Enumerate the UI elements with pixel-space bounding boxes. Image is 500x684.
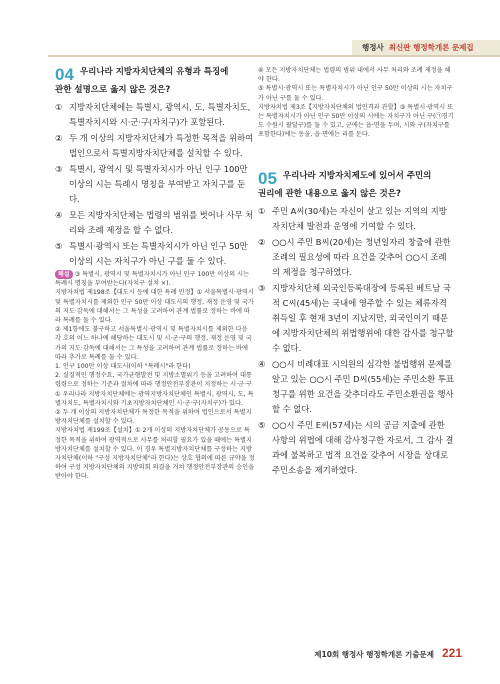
- explanation-line: ⑤ 특별시·광역시 또는 특별자치시가 아닌 인구 50만 이상의 시는 자치구가 아닌 구를 둘 수 있다.: [258, 85, 453, 102]
- explanation-line: 지방자치법 제199조【설치】① 2개 이상의 지방자치단체가 공동으로 특정한 목적을 위하여 광역적으로 사무를 처리할 필요가 있을 때에는 특별지방자치단체를 설치할 수 있다. 이 경우 특별지방자치단체를 구성하는 지방자치단체(이하 "구성 지방자치단체"라 한다)는 상호 협의에 따른 규약을 정하여 구성 지방자치단체의 지방의회 의결을 거쳐 행정안전부장관의 승인을 받아야 한다.: [55, 427, 255, 481]
- option-4: [55, 208, 255, 238]
- option-1: [55, 100, 255, 130]
- option-text: 지방자치단체 외국인등록대장에 등록된 베트남 국적 C씨(45세)는 국내에 영주할 수 있는 체류자격 취득일 후 현재 3년이 지났지만, 외국인이기 때문에 지방자치단체의 위법행위에 대한 감사를 청구할 수 없다.: [272, 282, 454, 353]
- option-text: 지방자치단체에는 특별시, 광역시, 도, 특별자치도, 특별자치시와 시·군·구(자치구)가 포함된다.: [69, 102, 251, 127]
- option-marker: ③: [55, 164, 63, 174]
- question-4-text-line1: 우리나라 지방자치단체의 유형과 특징에: [79, 67, 229, 77]
- question-5-text-line1: 우리나라 지방자치제도에 있어서 주민의: [282, 170, 432, 181]
- question-5-options: [258, 204, 454, 478]
- right-column: [258, 66, 454, 479]
- question-4-heading: [55, 66, 255, 83]
- explanation-line: ② 제1항에도 불구하고 서울특별시·광역시 및 특별자치시를 제외한 다음 각 호의 어느 하나에 해당하는 대도시 및 시·군·구의 행정, 재정 운영 및 국가의 지도·감독에 대해서는 그 특성을 고려하여 관계 법률로 정하는 바에 따라 추가로 특례를 둘 수 있다.: [55, 326, 252, 361]
- option-marker: ⑤: [55, 241, 63, 251]
- explanation-text: ③ 특별시, 광역시 및 특별자치시가 아닌 인구 100만 이상의 시는 특례시 명칭을 부여받는다(자치구 설치 ×).: [55, 271, 250, 288]
- option-marker: ④: [258, 358, 266, 369]
- footer-title: 제10회 행정사 행정학개론 기출문제: [314, 650, 434, 659]
- question-4-options: [55, 100, 255, 269]
- question-4-text-line2: 관한 설명으로 옳지 않은 것은?: [55, 85, 171, 95]
- explanation-line: ① 우리나라 지방자치단체에는 광역지방자치단체인 특별시, 광역시, 도, 특별자치도, 특별자치시와 기초지방자치단체인 시·군·구(자치구)가 있다.: [55, 390, 254, 407]
- header-rule: [48, 55, 500, 57]
- option-text: ○○시 주민 E씨(57세)는 시의 공금 지출에 관한 사항의 위법에 대해 감사청구한 자로서, 그 감사 결과에 불복하고 법적 요건을 갖추어 시장을 상대로 주민소송을 제기하였다.: [272, 419, 454, 475]
- question-5-heading: [258, 170, 454, 187]
- question-4-explanation: [55, 270, 255, 482]
- header-series: 행정사: [362, 43, 384, 52]
- explanation-line: ④ 모든 지방자치단체는 법령의 범위 내에서 사무 처리와 조례 제정을 해야 한다.: [258, 67, 451, 84]
- option-text: 주민 A씨(30세)는 자신이 살고 있는 지역의 지방자치단체 발전과 운영에 기여할 수 있다.: [272, 205, 447, 231]
- option-5: [258, 418, 454, 478]
- header-subtitle: 최신판 행정학개론 문제집: [388, 43, 474, 52]
- option-text: ○○시 비례대표 시의원의 심각한 불법행위 문제를 알고 있는 ○○시 주민 D씨(55세)는 주민소환 투표 청구를 위한 요건을 갖추더라도 주민소환권을 행사할 수 없다.: [272, 358, 454, 414]
- option-3: [258, 281, 454, 356]
- option-text: 특별시·광역시 또는 특별자치시가 아닌 인구 50만 이상의 시는 자치구가 아닌 구를 둘 수 있다.: [69, 241, 248, 266]
- option-text: 두 개 이상의 지방자치단체가 특정한 목적을 위하여 법인으로서 특별지방자치단체를 설치할 수 있다.: [69, 133, 254, 158]
- page-footer: [314, 646, 462, 660]
- explanation-line: [55, 270, 255, 288]
- option-4: [258, 357, 454, 417]
- option-marker: ①: [258, 205, 266, 216]
- question-5-number: 05: [258, 168, 277, 188]
- option-1: [258, 204, 454, 234]
- option-marker: ②: [55, 133, 63, 143]
- option-2: [258, 235, 454, 280]
- explanation-line: 2. 실질적인 행정수요, 국가균형발전 및 지방소멸위기 등을 고려하여 대통령령으로 정하는 기준과 절차에 따라 행정안전부장관이 지정하는 시·군·구: [55, 372, 253, 389]
- option-5: [55, 239, 255, 269]
- explanation-line: ② 두 개 이상의 지방자치단체가 특정한 목적을 위하여 법인으로서 특별지방자치단체를 설치할 수 있다.: [55, 409, 252, 426]
- option-marker: ⑤: [258, 419, 266, 430]
- option-2: [55, 131, 255, 161]
- option-marker: ①: [55, 102, 63, 112]
- option-3: [55, 162, 255, 207]
- page-number: 221: [441, 646, 462, 660]
- option-marker: ③: [258, 282, 266, 293]
- explanation-line: 지방자치법 제198조【대도시 등에 대한 특례 인정】① 서울특별시·광역시 및 특별자치시를 제외한 인구 50만 이상 대도시의 행정, 재정 운영 및 국가의 지도·감독에 대해서는 그 특성을 고려하여 관계 법률로 정하는 바에 따라 특례를 둘 수 있다.: [55, 289, 254, 325]
- left-column: [55, 66, 255, 482]
- explanation-line: 지방자치법 제3조【지방자치단체의 법인격과 관할】③ 특별시·광역시 또는 특별자치시가 아닌 인구 50만 이상의 시에는 자치구가 아닌 구(㉠경기도 수원시 팔달구)를 둘 수 있고, 군에는 읍·면을 두며, 시와 구(자치구를 포함한다)에는 동을, 읍·면에는 리를 둔다.: [258, 103, 454, 139]
- question-4-explanation-continued: [258, 66, 454, 140]
- running-header: [352, 40, 500, 55]
- option-text: 특별시, 광역시 및 특별자치시가 아닌 인구 100만 이상의 시는 특례시 명칭을 부여받고 자치구를 둔다.: [69, 164, 248, 204]
- option-text: ○○시 주민 B씨(20세)는 청년일자리 창출에 관한 조례의 필요성에 따라 요건을 갖추어 ○○시 조례의 제정을 청구하였다.: [272, 236, 451, 277]
- option-text: 모든 지방자치단체는 법령의 범위를 벗어나 사무 처리와 조례 제정을 할 수 없다.: [69, 210, 254, 235]
- option-marker: ④: [55, 210, 63, 220]
- question-4-number: 04: [55, 65, 74, 84]
- explanation-line: 1. 인구 100만 이상 대도시(이하 "특례시"라 한다): [55, 363, 191, 371]
- explanation-badge: 해설: [55, 270, 73, 279]
- option-marker: ②: [258, 236, 266, 247]
- question-5-text-line2: 권리에 관한 내용으로 옳지 않은 것은?: [258, 188, 401, 199]
